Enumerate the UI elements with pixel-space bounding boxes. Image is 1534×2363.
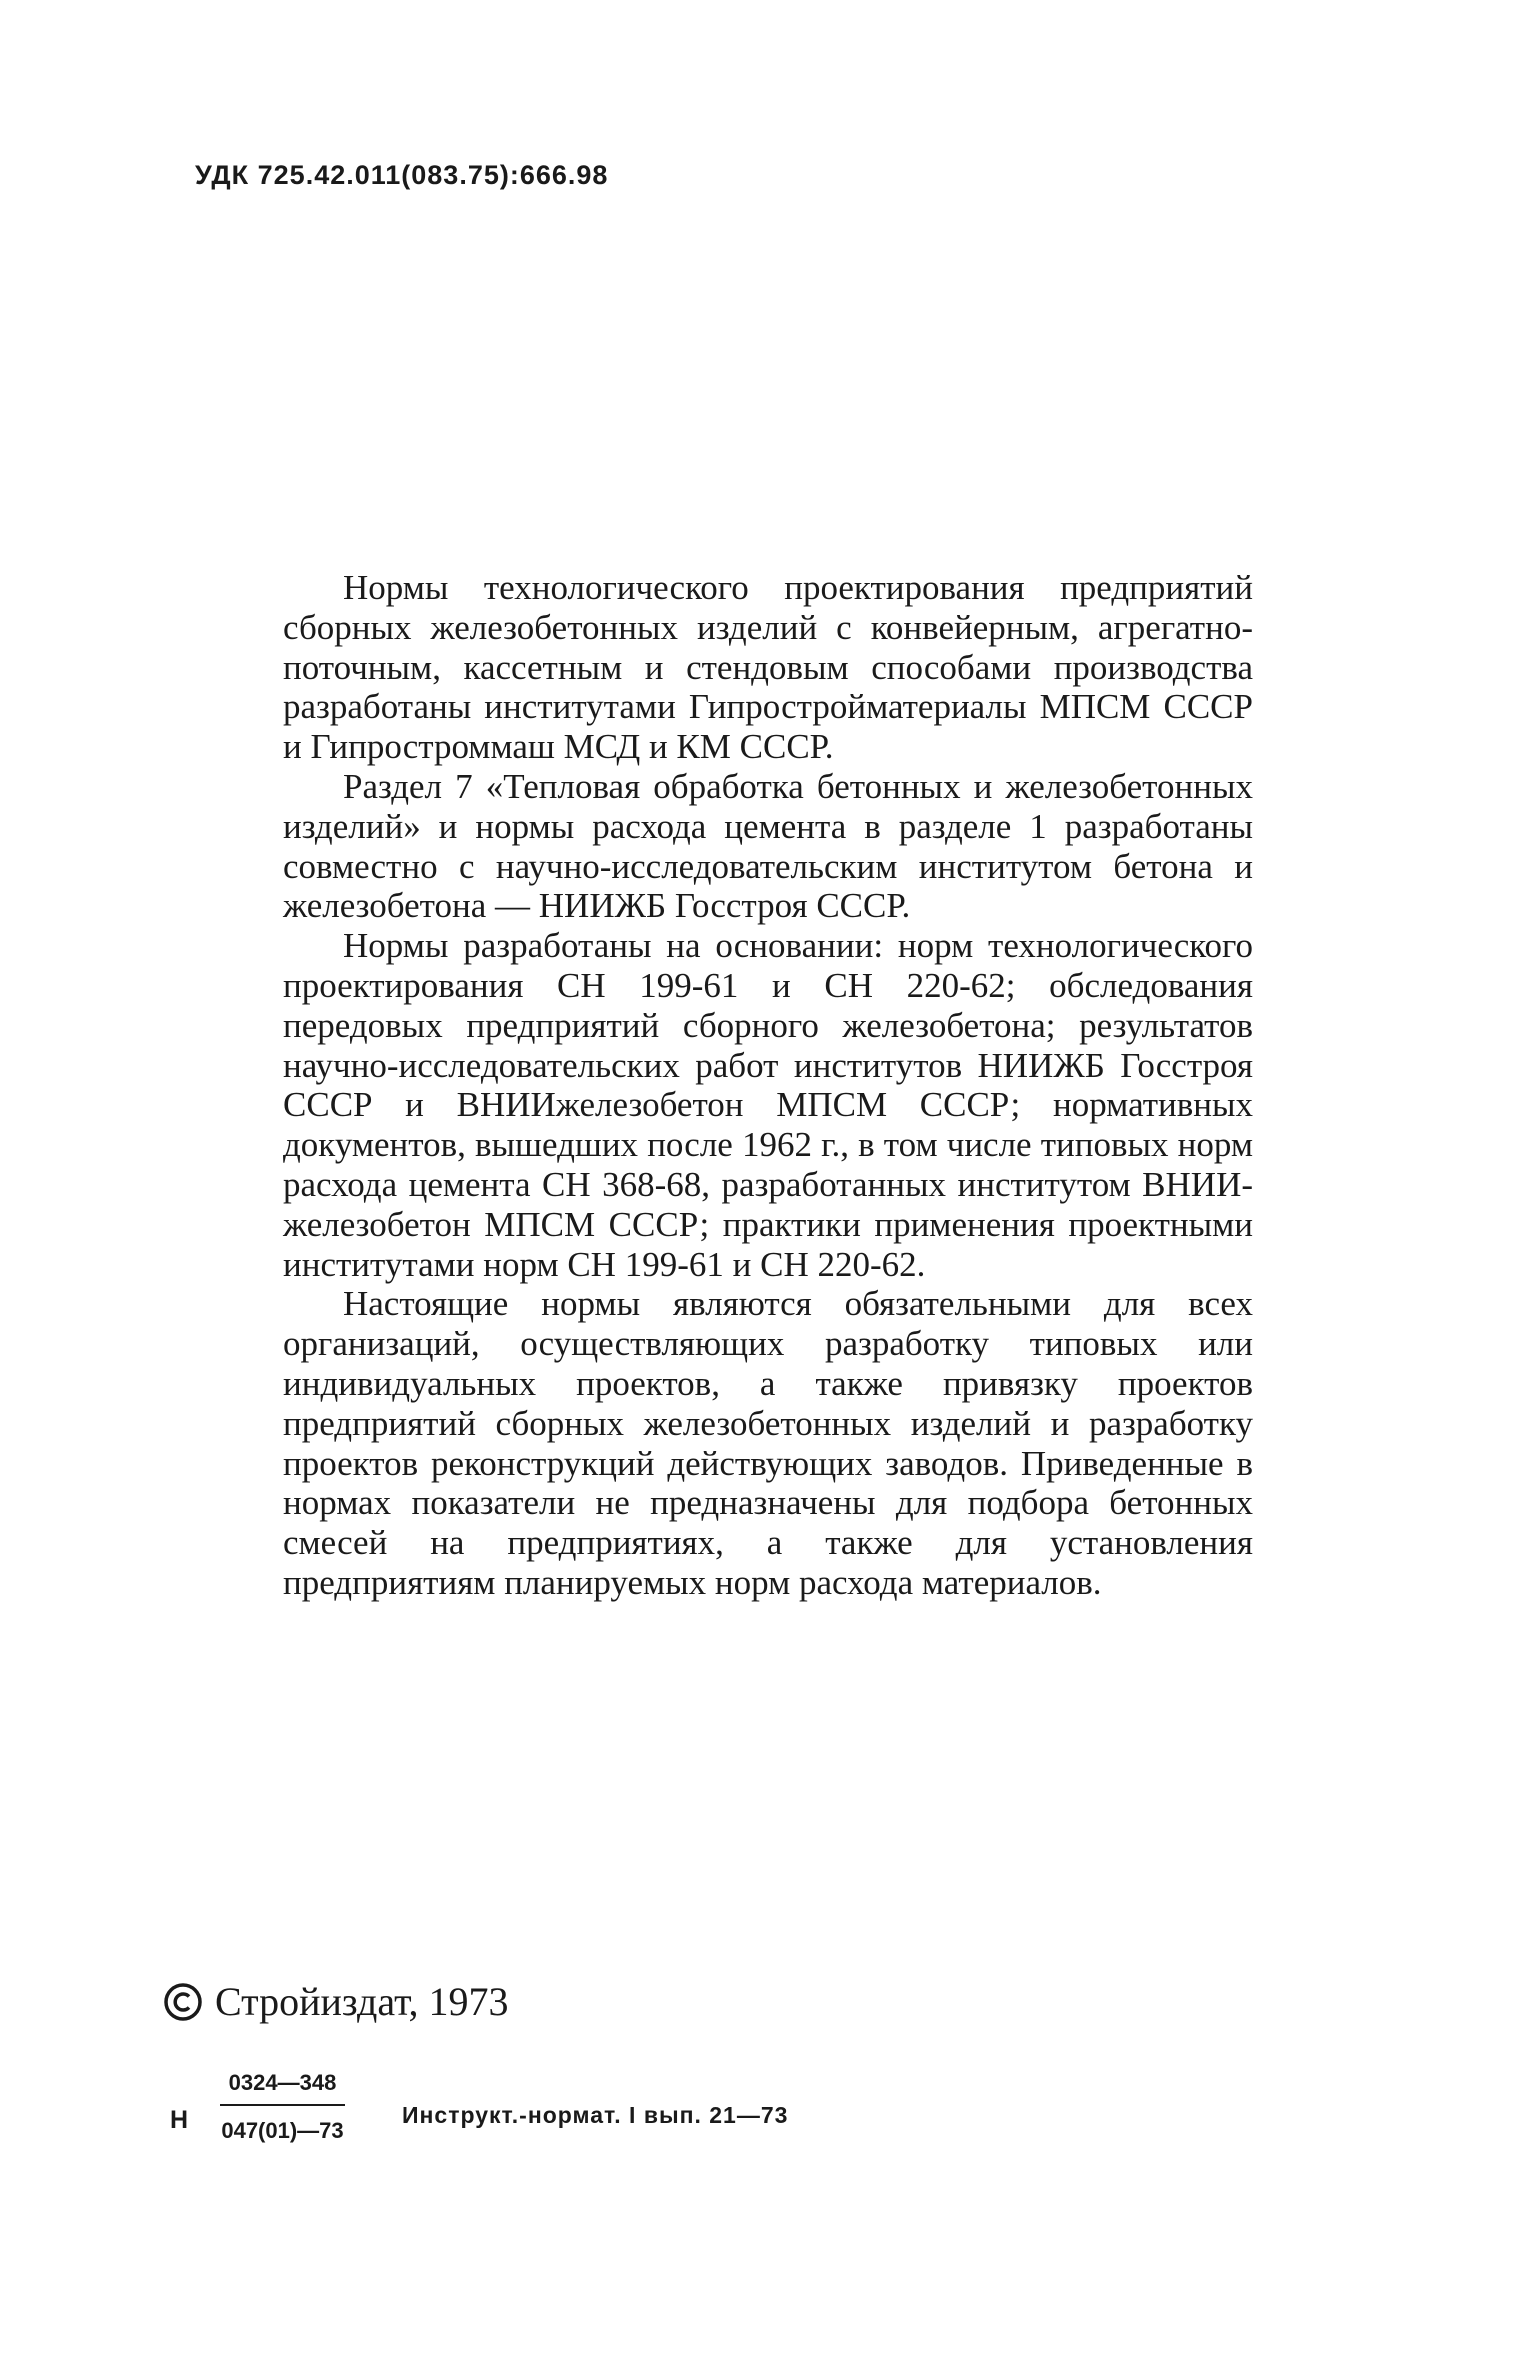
body-text [283, 568, 1253, 1603]
paragraph-developers: Нормы технологического проектирования предприятий сборных железобетонных изделий с конвейерным, агрегатно-поточным, кассетным и стендовым способами производства разработаны институтами Гипростройматериалы МПСМ СССР и Гипростроммаш МСД и КМ СССР. [283, 568, 1253, 767]
copyright-line [163, 1978, 509, 2025]
imprint-numerator: 0324—348 [220, 2070, 345, 2106]
imprint-fraction [220, 2070, 345, 2144]
paragraph-mandatory: Настоящие нормы являются обязательными для всех организаций, осуществляющих разработку типовых или индивидуальных проектов, а также привязку проектов предприятий сборных железобетонных изделий и разработку проектов реконструкций действующих заводов. Приведенные в нормах показатели не предназначены для подбора бетонных смесей на предприятиях, а также для установления предприятиям планируемых норм расхода материалов. [283, 1284, 1253, 1602]
udk-code: УДК 725.42.011(083.75):666.98 [195, 160, 609, 190]
imprint-series: Инструкт.-нормат. I вып. 21—73 [402, 2102, 789, 2128]
paragraph-section-7: Раздел 7 «Тепловая обработка бетонных и железобетонных изделий» и нормы расхода цемента в разделе 1 разработаны совместно с научно-исследовательским институтом бетона и железобетона — НИИЖБ Госстроя СССР. [283, 766, 1253, 926]
paragraph-basis: Нормы разработаны на основании: норм технологического проектирования СН 199-61 и СН 220-62; обследования передовых предприятий сборного железобетона; результатов научно-исследовательских работ институтов НИИЖБ Госстроя СССР и ВНИИжелезобетон МПСМ СССР; нормативных документов, вышедших после 1962 г., в том числе типовых норм расхода цемента СН 368-68, разработанных институтом ВНИИжелезобетон МПСМ СССР; практики применения проектными институтами норм СН 199-61 и СН 220-62. [283, 926, 1253, 1284]
imprint-denominator: 047(01)—73 [221, 2118, 344, 2143]
copyright-icon [163, 1982, 203, 2022]
copyright-text: Стройиздат, 1973 [215, 1979, 509, 2024]
imprint-letter: Н [170, 2106, 189, 2134]
